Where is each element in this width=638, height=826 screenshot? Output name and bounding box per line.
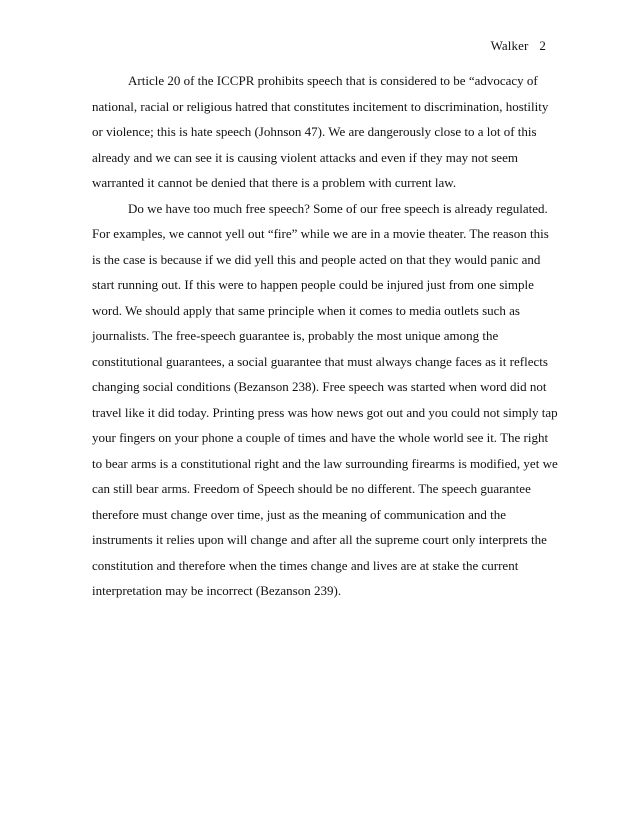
text-line: or violence; this is hate speech (Johnson 47). We are dangerously close to a lot of this — [92, 124, 537, 139]
text-line: journalists. The free-speech guarantee is, probably the most unique among the — [92, 328, 499, 343]
text-line: start running out. If this were to happen people could be injured just from one simple — [92, 277, 534, 292]
header-author: Walker — [490, 38, 529, 53]
text-line: to bear arms is a constitutional right and the law surrounding firearms is modified, yet we — [92, 455, 558, 471]
text-line: constitution and therefore when the times change and lives are at stake the current — [92, 557, 519, 573]
text-line: changing social conditions (Bezanson 238). Free speech was started when word did not — [92, 379, 547, 394]
text-line: Article 20 of the ICCPR prohibits speech that is considered to be “advocacy of — [128, 73, 538, 88]
text-line: national, racial or religious hatred that constitutes incitement to discrimination, hostility — [92, 98, 549, 114]
text-line: interpretation may be incorrect (Bezanson 239). — [92, 583, 342, 598]
text-line: already and we can see it is causing violent attacks and even if they may not seem — [92, 149, 518, 165]
text-line: is the case is because if we did yell this and people acted on that they would panic and — [92, 251, 541, 267]
text-line: travel like it did today. Printing press was how news got out and you could not simply tap — [92, 404, 558, 420]
text-line: For examples, we cannot yell out “fire” while we are in a movie theater. The reason this — [92, 226, 549, 241]
text-line: can still bear arms. Freedom of Speech should be no different. The speech guarantee — [92, 481, 531, 496]
body-text — [92, 68, 558, 604]
text-line: therefore must change over time, just as the meaning of communication and the — [92, 506, 507, 522]
text-line: warranted it cannot be denied that there is a problem with current law. — [92, 175, 457, 190]
text-line: word. We should apply that same principle when it comes to media outlets such as — [92, 302, 520, 318]
running-header — [491, 38, 546, 54]
paragraph-1 — [92, 68, 549, 196]
text-line: your fingers on your phone a couple of times and have the whole world see it. The right — [92, 430, 549, 445]
text-line: constitutional guarantees, a social guarantee that must always change faces as it reflects — [92, 353, 548, 369]
header-page-number: 2 — [539, 38, 546, 53]
text-line: Do we have too much free speech? Some of our free speech is already regulated. — [128, 200, 548, 216]
text-line: instruments it relies upon will change and after all the supreme court only interprets the — [92, 532, 547, 547]
paragraph-2 — [92, 196, 558, 604]
